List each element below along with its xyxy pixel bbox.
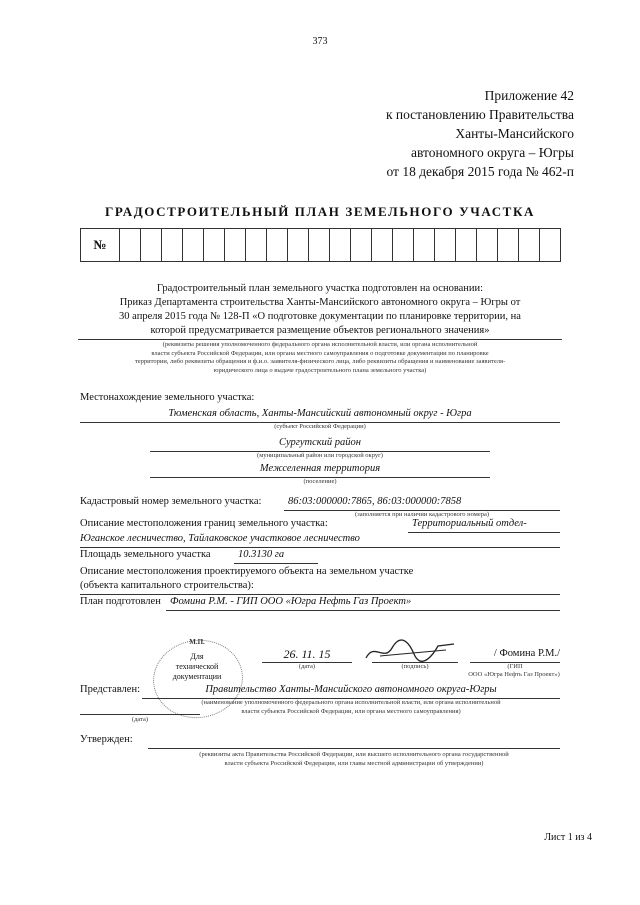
object-label: Описание местоположения проектируемого объекта на земельном участке — [80, 566, 414, 577]
number-label: № — [81, 229, 120, 262]
appendix-line: от 18 декабря 2015 года № 462-п — [386, 164, 574, 179]
date-note: (дата) — [298, 663, 316, 670]
number-cell — [372, 229, 393, 262]
appendix-line: автономного округа – Югры — [411, 145, 574, 160]
name-note: (ГИП — [507, 663, 523, 670]
note-line: юридического лица о выдаче градостроительного плана земельного участка) — [213, 366, 427, 374]
number-cell — [519, 229, 540, 262]
sheet-counter: Лист 1 из 4 — [544, 832, 592, 843]
plan-number-grid — [80, 228, 561, 262]
number-cell — [456, 229, 477, 262]
number-cell — [141, 229, 162, 262]
basis-text: которой предусматривается размещение объектов регионального значения» — [150, 325, 490, 336]
cadastral-label: Кадастровый номер земельного участка: — [80, 496, 262, 507]
boundaries-value: Юганское лесничество, Тайлаковское участковое лесничество — [80, 533, 360, 544]
note-line: (реквизиты акта Правительства Российской Федерации, или высшего исполнительного органа государственной — [199, 751, 509, 758]
appendix-block — [386, 86, 574, 181]
location-region: Тюменская область, Ханты-Мансийский автономный округ - Югра — [168, 408, 472, 419]
note-line: (реквизиты решения уполномоченного федерального органа исполнительной власти, или органа исполнительной — [162, 341, 478, 348]
name-note: ООО «Югра Нефть Газ Проект») — [468, 671, 560, 678]
technical-doc-stamp — [150, 652, 244, 682]
document-title: ГРАДОСТРОИТЕЛЬНЫЙ ПЛАН ЗЕМЕЛЬНОГО УЧАСТКА — [105, 204, 535, 219]
page-number: 373 — [312, 36, 328, 47]
note-line: территории, либо реквизиты обращения и ф.и.о. заявителя-физического лица, либо реквизиты обращения и наименование заявителя- — [134, 358, 506, 365]
underline — [148, 748, 560, 749]
note-line: власти субъекта Российской Федерации, или главы местной администрации об утверждении) — [224, 759, 484, 767]
number-cell — [162, 229, 183, 262]
stamp-line: Для — [190, 652, 204, 661]
basis-note — [78, 341, 562, 375]
number-cell — [246, 229, 267, 262]
boundaries-label: Описание местоположения границ земельного участка: — [80, 518, 328, 529]
underline — [80, 547, 560, 548]
appendix-line: к постановлению Правительства — [385, 107, 574, 122]
number-cell — [393, 229, 414, 262]
basis-text: 30 апреля 2015 года № 128-П «О подготовке документации по планировке территории, на — [119, 311, 521, 322]
underline — [166, 610, 560, 611]
boundaries-value: Территориальный отдел- — [412, 518, 527, 529]
number-cell — [351, 229, 372, 262]
underline — [80, 594, 560, 595]
appendix-line: Приложение 42 — [484, 88, 574, 103]
underline — [80, 714, 200, 715]
cadastral-note: (заполняется при наличии кадастрового номера) — [354, 511, 489, 518]
prepared-label: План подготовлен — [80, 596, 161, 607]
cadastral-value: 86:03:000000:7865, 86:03:000000:7858 — [288, 496, 462, 507]
location-settlement: Межселенная территория — [259, 463, 381, 474]
submitted-label: Представлен: — [80, 684, 140, 695]
basis-heading: Градостроительный план земельного участка подготовлен на основании: — [156, 283, 484, 294]
basis-text: Приказ Департамента строительства Ханты-Мансийского автономного округа – Югры от — [119, 297, 521, 308]
underline — [234, 563, 318, 564]
region-note: (субъект Российской Федерации) — [274, 423, 366, 430]
district-note: (муниципальный район или городской округ) — [257, 452, 383, 459]
underline — [408, 532, 560, 533]
prepared-name: / Фомина Р.М./ — [493, 648, 560, 659]
number-cell — [498, 229, 519, 262]
prepared-date: 26. 11. 15 — [283, 647, 331, 661]
appendix-line: Ханты-Мансийского — [455, 126, 574, 141]
basis-underline — [78, 339, 562, 340]
number-cell — [540, 229, 561, 262]
number-cell — [477, 229, 498, 262]
object-label: (объекта капитального строительства): — [80, 580, 254, 591]
approved-label: Утвержден: — [80, 734, 133, 745]
stamp-line: технической — [175, 662, 219, 671]
number-cell — [120, 229, 141, 262]
note-line: (наименование уполномоченного федерального органа исполнительной власти, или органа исполнительной — [201, 699, 501, 706]
location-label: Местонахождение земельного участка: — [80, 392, 255, 403]
number-cell — [414, 229, 435, 262]
number-cell — [204, 229, 225, 262]
number-cell — [225, 229, 246, 262]
stamp-seal-label: М.П. — [189, 638, 205, 646]
location-district: Сургутский район — [278, 437, 362, 448]
submitted-value: Правительство Ханты-Мансийского автономного округа-Югры — [205, 684, 497, 695]
approved-note — [148, 751, 560, 768]
submitted-note — [142, 699, 560, 716]
number-cell — [267, 229, 288, 262]
prepared-value: Фомина Р.М. - ГИП ООО «Югра Нефть Газ Проект» — [170, 596, 412, 607]
basis-block — [78, 282, 562, 338]
stamp-line: документации — [172, 672, 222, 681]
note-line: власти субъекта Российской Федерации, или органа местного самоуправления о подготовке документации по планировке — [151, 349, 489, 357]
number-cell — [330, 229, 351, 262]
submitted-date-note: (дата) — [131, 716, 149, 723]
settlement-note: (поселение) — [303, 478, 337, 485]
note-line: власти субъекта Российской Федерации, или органа местного самоуправления) — [241, 707, 461, 715]
signature-note: (подпись) — [401, 663, 429, 670]
area-value: 10.3130 га — [238, 549, 285, 560]
number-cell — [309, 229, 330, 262]
number-cell — [435, 229, 456, 262]
number-cell — [183, 229, 204, 262]
area-label: Площадь земельного участка — [80, 549, 211, 560]
number-cell — [288, 229, 309, 262]
